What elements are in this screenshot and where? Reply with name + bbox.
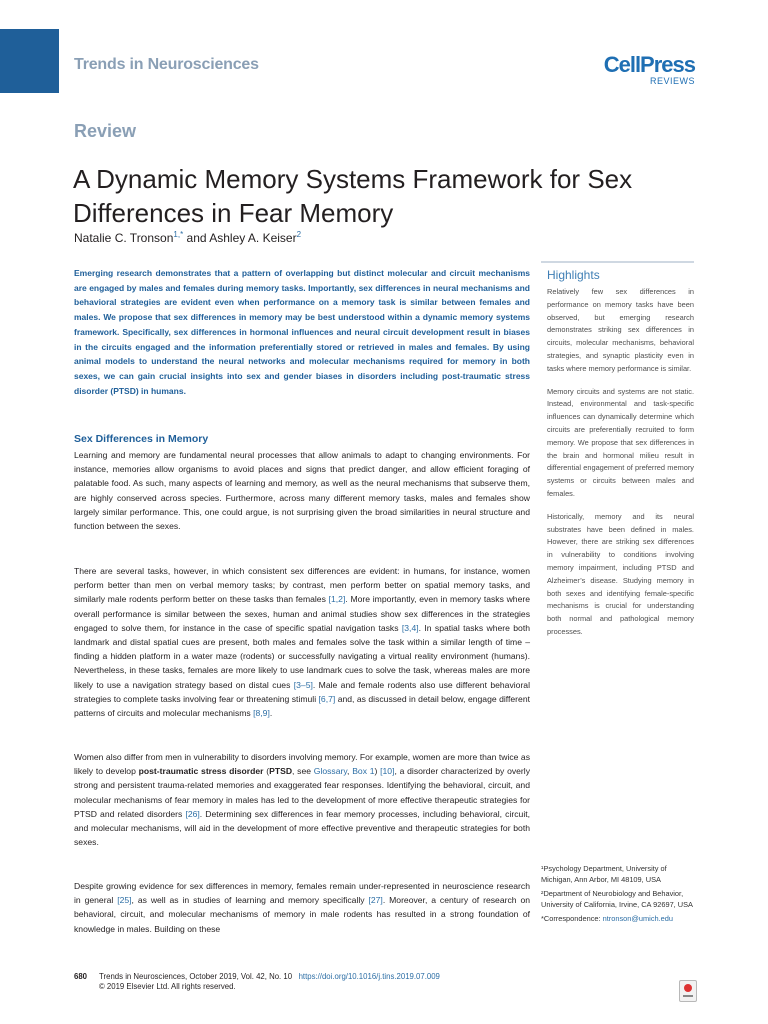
box-link[interactable]: Box 1 [352, 766, 375, 777]
glossary-term: post-traumatic stress disorder [138, 766, 264, 777]
highlights-sidebar [541, 261, 694, 649]
check-for-updates-icon[interactable] [679, 980, 697, 1002]
paragraph-text: , [347, 766, 353, 777]
reference-link[interactable]: [26] [185, 808, 200, 819]
paragraph-text: . [269, 708, 273, 719]
paragraph-text: Despite growing evidence for sex differences in memory, females remain under-represented in neuroscience research in general [74, 881, 530, 906]
doi-link[interactable]: https://doi.org/10.1016/j.tins.2019.07.009 [298, 972, 440, 981]
glossary-term: PTSD [269, 766, 293, 777]
page-footer [74, 972, 440, 992]
logo-main-text: CellPress [603, 52, 695, 77]
paragraph-text: , as well as in studies of learning and memory specifically [131, 895, 369, 906]
affiliation-note: ¹Psychology Department, University of Michigan, Ann Arbor, MI 48109, USA [541, 864, 667, 884]
paragraph-text: and, as discussed in detail below, engage different patterns of circuits and molecular mechanisms [74, 693, 530, 719]
highlight-item: Relatively few sex differences in performance on memory tasks have been observed, but emerging research demonstrates striking sex differences in circuits, molecular mechanisms, behavioral strategies, and synaptic plasticity even in tasks where memory performance is similar. [547, 287, 694, 373]
body-paragraph [74, 750, 530, 849]
cellpress-logo[interactable] [603, 54, 695, 87]
copyright-notice: © 2019 Elsevier Ltd. All rights reserved. [99, 982, 236, 991]
paragraph-text: ) [374, 766, 381, 777]
highlights-title: Highlights [547, 268, 600, 282]
author-name[interactable]: Natalie C. Tronson [74, 231, 174, 245]
reference-link[interactable]: [3–5] [293, 679, 313, 690]
author-name[interactable]: Ashley A. Keiser [209, 231, 297, 245]
body-paragraph [74, 564, 530, 720]
footer-line [74, 972, 440, 982]
highlight-item: Historically, memory and its neural substrates have been defined in males. However, there are striking sex differences in vulnerability to conditions involving memory impairment, including PTSD and Alzheimer’s disease. Studying memory in both sexes and identifying female-specific mechanisms is crucial for understanding both normal and pathological memory processes. [547, 511, 694, 636]
badge-line [683, 995, 693, 997]
article-type: Review [74, 121, 137, 141]
author-separator: and [183, 231, 210, 245]
correspondence-note [541, 914, 694, 925]
journal-citation: Trends in Neurosciences, October 2019, Vol. 42, No. 10 [99, 972, 293, 981]
affiliation-note: ²Department of Neurobiology and Behavior, University of California, Irvine, CA 92697, USA [541, 889, 693, 909]
paragraph-text: . Moreover, a century of research on behavioral, circuit, and molecular mechanisms of memory in male rodents has resulted in a strong foundation of knowledge in males. Building on these [74, 895, 531, 934]
affiliation-marker[interactable]: 2 [296, 230, 302, 239]
glossary-link[interactable]: Glossary [313, 766, 348, 777]
article-title: A Dynamic Memory Systems Framework for Sex Differences in Fear Memory [73, 164, 633, 229]
highlight-item: Memory circuits and systems are not static. Instead, environmental and task-specific influences can dynamically determine which circuits are preferentially recruited to form memory. We propose that sex differences in the brain and hormonal milieu result in differential engagement of preferred memory systems or circuits between males and females. [547, 386, 694, 498]
paragraph-text: . In spatial tasks where both landmark and distal spatial cues are present, both males and females solve the task within a similar length of time – finding a hidden platform in a water maze (rodents) or successfully navigating a virtual reality environment (humans). Nevertheless, in these tasks, females are more likely to use landmark cues to solve the task, whereas males are more likely to use a navigation strategy based on distal cues [74, 622, 530, 690]
reference-link[interactable]: [3,4] [401, 622, 419, 633]
logo-sub-text: REVIEWS [649, 76, 695, 86]
reference-link[interactable]: [10] [380, 766, 395, 777]
body-paragraph [74, 879, 530, 936]
paragraph-text: , see [292, 766, 314, 777]
reference-link[interactable]: [6,7] [318, 693, 336, 704]
paragraph-text: . Male and female rodents also use different behavioral strategies to complete tasks involving fear or threatening stimuli [74, 679, 531, 704]
paragraph-text: , a disorder characterized by overly strong and persistent trauma-related memories and exaggerated fear responses. Identifying the behavioral, circuit, and molecular mechanisms of fear memory in males has led to the development of more effective therapeutic strategies for PTSD and related disorders [74, 766, 531, 819]
page-number: 680 [74, 972, 88, 981]
badge-dot [684, 984, 692, 992]
paragraph-text: . Determining sex differences in fear memory processes, including behavioral, circuit, and molecular mechanisms, will aid in the development of more effective preventive and therapeutic strategies for both sexes. [74, 808, 530, 848]
paragraph-text: . More importantly, even in memory tasks where overall performance is similar between the sexes, human and animal studies show sex differences in the strategies engaged to solve them, for instance in the case of specific spatial navigation tasks [74, 594, 531, 633]
author-list [74, 230, 301, 245]
reference-link[interactable]: [25] [117, 895, 132, 906]
abstract: Emerging research demonstrates that a pattern of overlapping but distinct molecular and circuit mechanisms are engaged by males and females during memory tasks. Importantly, sex differences in neural mechanisms and behavioral strategies are evident even when performance on a memory task is similar between females and males. We propose that sex differences in memory may be best understood within a dynamic memory systems framework. Specifically, sex differences in hormonal influences and neural circuit development result in biases in the circuits engaged and the information preferentially stored or retrieved in males and females. By using animal models to understand the neural networks and molecular mechanisms required for memory in both sexes, we can gain crucial insights into sex and gender biases in disorders including post-traumatic stress disorder (PTSD) in humans. [74, 268, 530, 396]
reference-link[interactable]: [1,2] [328, 594, 346, 605]
body-paragraph: Learning and memory are fundamental neural processes that allow animals to adapt to changing environments. For instance, memories allow organisms to avoid places and signs that predict danger, and allow efficient foraging of palatable food. As such, many aspects of learning and memory, as well as the neural mechanisms that subserve them, are highly conserved across species. Furthermore, across many different memory tasks, males and females show largely similar performance. This, one could argue, is not surprising given the broad similarities in neural structure and function between the sexes. [74, 450, 530, 532]
paragraph-text: ( [263, 766, 270, 777]
correspondence-label: *Correspondence: [541, 914, 603, 923]
correspondence-email-link[interactable]: ntronson@umich.edu [602, 914, 674, 923]
journal-name[interactable]: Trends in Neurosciences [74, 56, 259, 73]
paragraph-text: Women also differ from men in vulnerability to disorders involving memory. For example, women are more than twice as likely to develop [74, 752, 530, 777]
paragraph-text: There are several tasks, however, in which consistent sex differences are evident: in humans, for instance, women perform better than men on verbal memory tasks; by contrast, men perform better on spatial memory tasks, and similarly male rodents perform better on these tasks than females [74, 566, 530, 605]
reference-link[interactable]: [27] [368, 895, 383, 906]
affiliation-footnotes [541, 864, 694, 929]
reference-link[interactable]: [8,9] [253, 708, 270, 719]
header-color-block [0, 29, 59, 93]
affiliation-marker[interactable]: 1,* [173, 230, 184, 239]
section-heading: Sex Differences in Memory [74, 433, 209, 445]
